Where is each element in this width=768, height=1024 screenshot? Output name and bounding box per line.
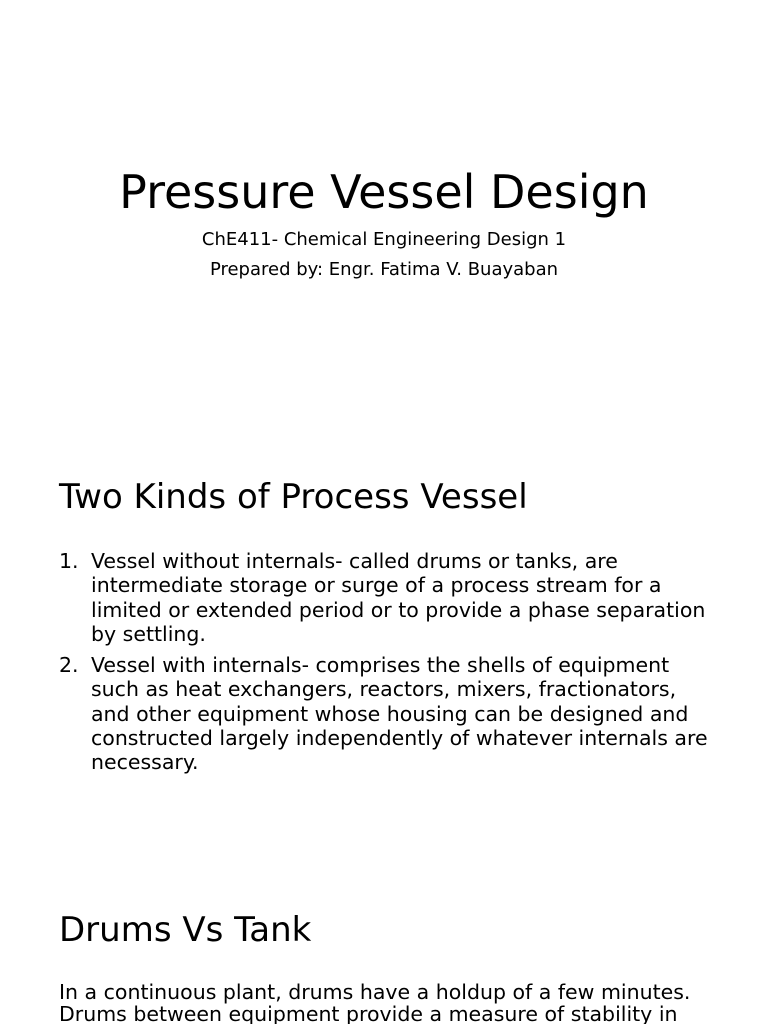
list-item — [59, 549, 719, 646]
author-subtitle: Prepared by: Engr. Fatima V. Buayaban — [209, 259, 559, 280]
list-item-number: 2. — [59, 653, 79, 678]
process-vessel-slide — [0, 432, 768, 866]
vessel-kinds-list — [59, 549, 719, 782]
list-item-number: 1. — [59, 549, 79, 573]
list-item-text: Vessel without internals- called drums or tanks, are intermediate storage or surge of a process stream for a limited or extended period or to provide a phase separation by settling. — [91, 549, 706, 646]
list-item — [59, 653, 719, 774]
slide-heading: Two Kinds of Process Vessel — [59, 477, 528, 517]
course-subtitle: ChE411- Chemical Engineering Design 1 — [201, 229, 567, 250]
body-paragraph: In a continuous plant, drums have a holdup of a few minutes. Drums between equipment provide a measure of stability in — [59, 980, 691, 1024]
presentation-title: Pressure Vessel Design — [119, 165, 649, 219]
slide-heading: Drums Vs Tank — [59, 910, 312, 950]
list-item-text: Vessel with internals- comprises the shells of equipment such as heat exchangers, reactors, mixers, fractionators, and other equipment whose housing can be designed and constructed largely independently of whatever internals are necessary. — [91, 653, 708, 775]
title-slide — [0, 0, 768, 432]
drums-vs-tank-slide — [0, 866, 768, 1024]
